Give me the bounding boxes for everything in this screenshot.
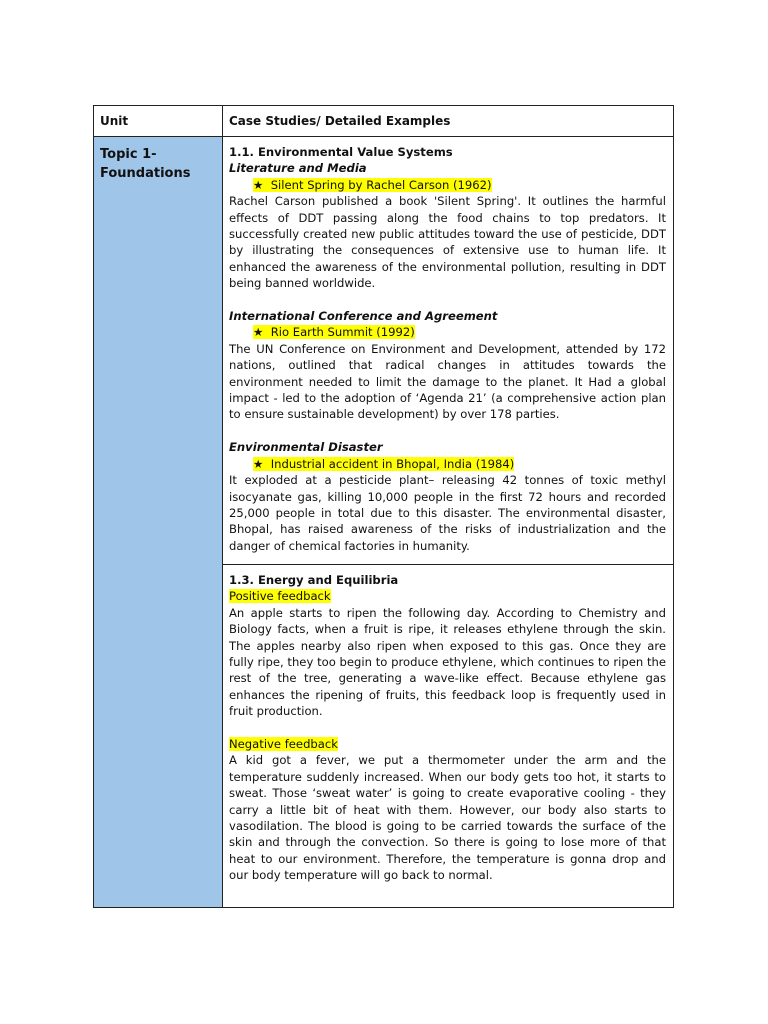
disaster-paragraph: It exploded at a pesticide plant– releasing 42 tonnes of toxic methyl isocyanate gas, killing 10,000 people in the first 72 hours and recorded 25,000 people in total due to this disaster. The environmental disaster, Bhopal, has raised awareness of the risks of industrialization and the danger of chemical factories in humanity. [229, 473, 666, 553]
header-row [94, 106, 674, 137]
star-bullet-icon: ★ [253, 456, 264, 471]
topic-line-2: Foundations [100, 166, 191, 181]
spacer [229, 292, 666, 308]
section-2-content [223, 565, 673, 890]
literature-bullet [229, 177, 666, 193]
unit-header-cell [94, 106, 223, 137]
negative-paragraph: A kid got a fever, we put a thermometer under the arm and the temperature suddenly increased. When our body gets too hot, it starts to sweat. Those ‘sweat water’ is going to create evaporative cooling - they carry a little bit of heat with them. However, our body also starts to vasodilation. The blood is going to be carried towards the surface of the skin and through the convection. So there is going to lose more of that heat to our environment. Therefore, the temperature is gonna drop and our body temperature will go back to normal. [229, 753, 666, 883]
conference-paragraph: The UN Conference on Environment and Development, attended by 172 nations, outlined that radical changes in attitudes towards the environment needed to limit the damage to the planet. It Had a global impact - led to the adoption of ‘Agenda 21’ (a comprehensive action plan to ensure sustainable development) by over 178 parties. [229, 341, 666, 422]
disaster-bullet [229, 456, 666, 472]
section-1-content [223, 137, 673, 560]
star-bullet-icon: ★ [253, 177, 264, 192]
star-bullet-icon: ★ [253, 325, 264, 340]
conference-bullet-text: Rio Earth Summit (1992) [270, 325, 415, 340]
conference-heading: International Conference and Agreement [229, 309, 498, 324]
negative-heading: Negative feedback [229, 737, 338, 752]
conference-bullet [229, 324, 666, 340]
case-studies-table [93, 105, 674, 908]
spacer [229, 720, 666, 736]
topic-row-1 [94, 137, 674, 565]
literature-heading: Literature and Media [229, 161, 367, 176]
disaster-heading: Environmental Disaster [229, 440, 383, 455]
section-1-title: 1.1. Environmental Value Systems [229, 145, 453, 159]
topic-label [94, 137, 222, 183]
literature-bullet-text: Silent Spring by Rachel Carson (1962) [270, 177, 492, 192]
section-2-cell [223, 565, 674, 908]
examples-header: Case Studies/ Detailed Examples [229, 114, 451, 128]
positive-paragraph: An apple starts to ripen the following day. According to Chemistry and Biology facts, when a fruit is ripe, it releases ethylene through the skin. The apples nearby also ripen when exposed to this gas. Once they are fully ripe, they too begin to produce ethylene, which continues to ripen the rest of the tree, generating a wave-like effect. Because ethylene gas enhances the ripening of fruits, this feedback loop is frequently used in fruit production. [229, 605, 666, 719]
section-1-cell [223, 137, 674, 565]
examples-header-cell [223, 106, 674, 137]
disaster-bullet-text: Industrial accident in Bhopal, India (1984) [270, 456, 515, 471]
spacer [229, 423, 666, 439]
section-2-title: 1.3. Energy and Equilibria [229, 573, 399, 587]
positive-heading: Positive feedback [229, 589, 331, 604]
topic-cell [94, 137, 223, 908]
unit-header: Unit [100, 114, 129, 128]
topic-line-1: Topic 1- [100, 147, 157, 162]
literature-paragraph: Rachel Carson published a book 'Silent Spring'. It outlines the harmful effects of DDT passing along the food chains to top predators. It successfully created new public attitudes toward the use of pesticide, DDT by illustrating the consequences of extensive use to human life. It enhanced the awareness of the environmental pollution, resulting in DDT being banned worldwide. [229, 194, 666, 291]
